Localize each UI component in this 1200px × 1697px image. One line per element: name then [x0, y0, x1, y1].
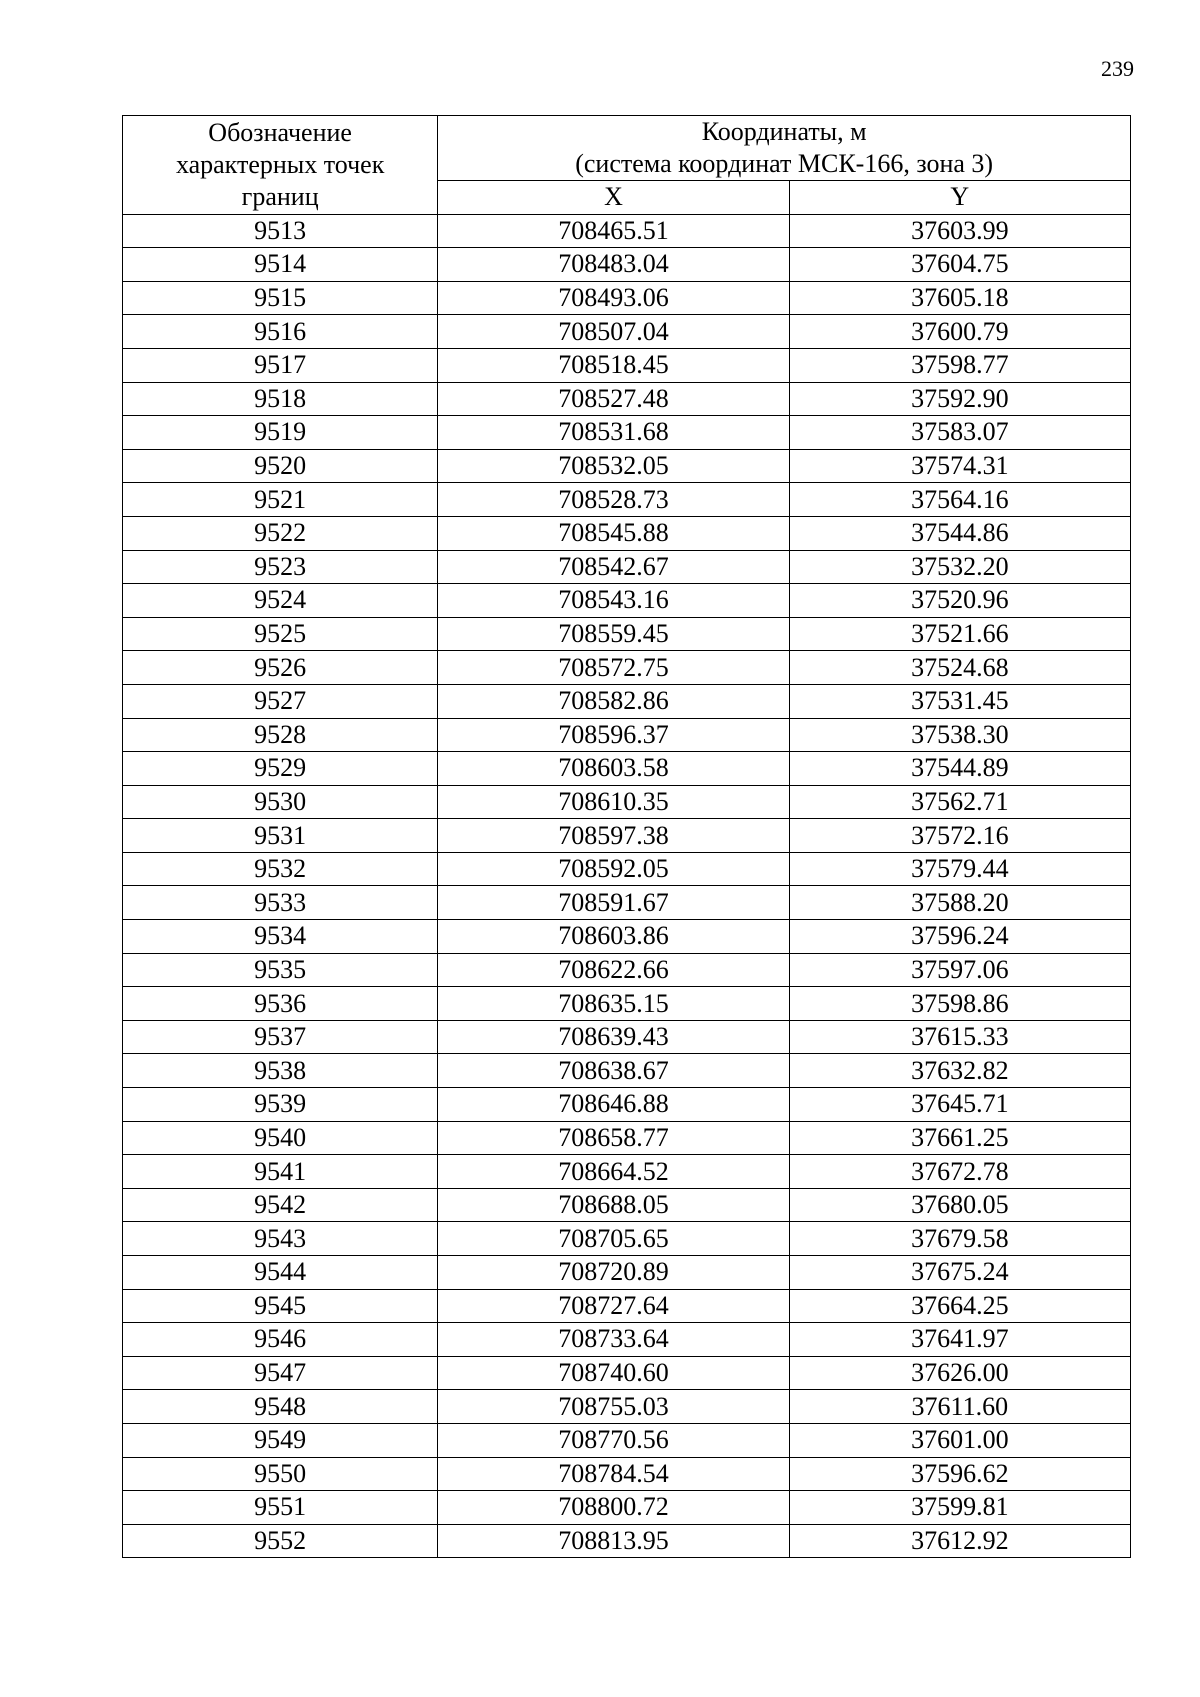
y-coordinate-cell: 37562.71	[789, 785, 1130, 819]
y-column-header: Y	[789, 181, 1130, 215]
point-cell: 9524	[123, 584, 438, 618]
y-coordinate-cell: 37604.75	[789, 248, 1130, 282]
table-row	[123, 953, 1131, 987]
point-cell: 9530	[123, 785, 438, 819]
x-coordinate-cell: 708596.37	[438, 718, 789, 752]
point-cell: 9541	[123, 1155, 438, 1189]
table-row	[123, 1155, 1131, 1189]
table-row	[123, 1491, 1131, 1525]
point-cell: 9540	[123, 1121, 438, 1155]
x-coordinate-cell: 708813.95	[438, 1524, 789, 1558]
point-cell: 9552	[123, 1524, 438, 1558]
y-coordinate-cell: 37520.96	[789, 584, 1130, 618]
y-coordinate-cell: 37588.20	[789, 886, 1130, 920]
point-cell: 9516	[123, 315, 438, 349]
table-row	[123, 617, 1131, 651]
y-coordinate-cell: 37645.71	[789, 1088, 1130, 1122]
point-cell: 9523	[123, 550, 438, 584]
y-coordinate-cell: 37680.05	[789, 1188, 1130, 1222]
table-row	[123, 1256, 1131, 1290]
table-row	[123, 382, 1131, 416]
table-row	[123, 348, 1131, 382]
point-cell: 9515	[123, 281, 438, 315]
table-row	[123, 516, 1131, 550]
table-row	[123, 1524, 1131, 1558]
table-row	[123, 1088, 1131, 1122]
y-coordinate-cell: 37661.25	[789, 1121, 1130, 1155]
x-coordinate-cell: 708800.72	[438, 1491, 789, 1525]
y-coordinate-cell: 37601.00	[789, 1423, 1130, 1457]
y-coordinate-cell: 37632.82	[789, 1054, 1130, 1088]
table-row	[123, 584, 1131, 618]
x-coordinate-cell: 708720.89	[438, 1256, 789, 1290]
x-coordinate-cell: 708603.86	[438, 920, 789, 954]
table-row	[123, 752, 1131, 786]
point-cell: 9521	[123, 483, 438, 517]
x-coordinate-cell: 708518.45	[438, 348, 789, 382]
coordinates-header-line2: (система координат МСК-166, зона 3)	[575, 149, 994, 178]
table-row	[123, 651, 1131, 685]
point-cell: 9527	[123, 684, 438, 718]
point-cell: 9532	[123, 852, 438, 886]
table-row	[123, 1323, 1131, 1357]
table-row	[123, 1457, 1131, 1491]
point-designation-header: Обозначение характерных точек границ	[123, 116, 438, 215]
y-coordinate-cell: 37572.16	[789, 819, 1130, 853]
x-coordinate-cell: 708582.86	[438, 684, 789, 718]
x-coordinate-cell: 708635.15	[438, 987, 789, 1021]
page-number: 239	[1101, 56, 1134, 81]
x-coordinate-cell: 708733.64	[438, 1323, 789, 1357]
x-coordinate-cell: 708639.43	[438, 1020, 789, 1054]
x-coordinate-cell: 708597.38	[438, 819, 789, 853]
point-cell: 9518	[123, 382, 438, 416]
table-row	[123, 1188, 1131, 1222]
x-coordinate-cell: 708610.35	[438, 785, 789, 819]
point-cell: 9550	[123, 1457, 438, 1491]
x-coordinate-cell: 708559.45	[438, 617, 789, 651]
table-row	[123, 550, 1131, 584]
y-coordinate-cell: 37532.20	[789, 550, 1130, 584]
y-coordinate-cell: 37664.25	[789, 1289, 1130, 1323]
table-row	[123, 1289, 1131, 1323]
y-coordinate-cell: 37672.78	[789, 1155, 1130, 1189]
point-cell: 9531	[123, 819, 438, 853]
point-cell: 9535	[123, 953, 438, 987]
x-coordinate-cell: 708507.04	[438, 315, 789, 349]
y-coordinate-cell: 37592.90	[789, 382, 1130, 416]
y-coordinate-cell: 37564.16	[789, 483, 1130, 517]
table-row	[123, 1390, 1131, 1424]
point-cell: 9525	[123, 617, 438, 651]
table-row	[123, 1222, 1131, 1256]
y-coordinate-cell: 37521.66	[789, 617, 1130, 651]
point-cell: 9522	[123, 516, 438, 550]
x-coordinate-cell: 708531.68	[438, 416, 789, 450]
y-coordinate-cell: 37611.60	[789, 1390, 1130, 1424]
x-coordinate-cell: 708592.05	[438, 852, 789, 886]
table-row	[123, 785, 1131, 819]
y-coordinate-cell: 37596.62	[789, 1457, 1130, 1491]
x-coordinate-cell: 708591.67	[438, 886, 789, 920]
table-row	[123, 718, 1131, 752]
y-coordinate-cell: 37583.07	[789, 416, 1130, 450]
y-coordinate-cell: 37599.81	[789, 1491, 1130, 1525]
y-coordinate-cell: 37544.86	[789, 516, 1130, 550]
y-coordinate-cell: 37603.99	[789, 214, 1130, 248]
table-row	[123, 1356, 1131, 1390]
point-cell: 9543	[123, 1222, 438, 1256]
x-coordinate-cell: 708465.51	[438, 214, 789, 248]
table-row	[123, 1423, 1131, 1457]
x-coordinate-cell: 708784.54	[438, 1457, 789, 1491]
y-coordinate-cell: 37641.97	[789, 1323, 1130, 1357]
x-coordinate-cell: 708572.75	[438, 651, 789, 685]
x-coordinate-cell: 708688.05	[438, 1188, 789, 1222]
table-row	[123, 416, 1131, 450]
y-coordinate-cell: 37574.31	[789, 449, 1130, 483]
table-row	[123, 1054, 1131, 1088]
x-coordinate-cell: 708740.60	[438, 1356, 789, 1390]
point-cell: 9534	[123, 920, 438, 954]
y-coordinate-cell: 37679.58	[789, 1222, 1130, 1256]
y-coordinate-cell: 37538.30	[789, 718, 1130, 752]
x-coordinate-cell: 708528.73	[438, 483, 789, 517]
y-coordinate-cell: 37544.89	[789, 752, 1130, 786]
point-cell: 9529	[123, 752, 438, 786]
point-cell: 9537	[123, 1020, 438, 1054]
x-coordinate-cell: 708603.58	[438, 752, 789, 786]
y-coordinate-cell: 37597.06	[789, 953, 1130, 987]
y-coordinate-cell: 37615.33	[789, 1020, 1130, 1054]
x-coordinate-cell: 708622.66	[438, 953, 789, 987]
x-coordinate-cell: 708483.04	[438, 248, 789, 282]
point-cell: 9513	[123, 214, 438, 248]
y-coordinate-cell: 37531.45	[789, 684, 1130, 718]
point-cell: 9526	[123, 651, 438, 685]
point-cell: 9520	[123, 449, 438, 483]
x-coordinate-cell: 708638.67	[438, 1054, 789, 1088]
coordinates-table	[122, 115, 1131, 1558]
point-cell: 9542	[123, 1188, 438, 1222]
x-coordinate-cell: 708770.56	[438, 1423, 789, 1457]
table-row	[123, 852, 1131, 886]
y-coordinate-cell: 37605.18	[789, 281, 1130, 315]
point-cell: 9551	[123, 1491, 438, 1525]
table-row	[123, 819, 1131, 853]
x-coordinate-cell: 708705.65	[438, 1222, 789, 1256]
point-cell: 9544	[123, 1256, 438, 1290]
x-coordinate-cell: 708532.05	[438, 449, 789, 483]
point-cell: 9548	[123, 1390, 438, 1424]
x-coordinate-cell: 708664.52	[438, 1155, 789, 1189]
x-coordinate-cell: 708646.88	[438, 1088, 789, 1122]
point-cell: 9546	[123, 1323, 438, 1357]
table-row	[123, 214, 1131, 248]
x-coordinate-cell: 708545.88	[438, 516, 789, 550]
table-row	[123, 886, 1131, 920]
y-coordinate-cell: 37598.77	[789, 348, 1130, 382]
table-row	[123, 1020, 1131, 1054]
y-coordinate-cell: 37596.24	[789, 920, 1130, 954]
x-coordinate-cell: 708543.16	[438, 584, 789, 618]
table-row	[123, 281, 1131, 315]
point-cell: 9519	[123, 416, 438, 450]
point-cell: 9547	[123, 1356, 438, 1390]
y-coordinate-cell: 37524.68	[789, 651, 1130, 685]
x-column-header: X	[438, 181, 789, 215]
x-coordinate-cell: 708755.03	[438, 1390, 789, 1424]
table-row	[123, 920, 1131, 954]
x-coordinate-cell: 708542.67	[438, 550, 789, 584]
coordinates-header-line1: Координаты, м	[701, 117, 867, 146]
point-cell: 9536	[123, 987, 438, 1021]
y-coordinate-cell: 37612.92	[789, 1524, 1130, 1558]
table-row	[123, 987, 1131, 1021]
table-row	[123, 684, 1131, 718]
y-coordinate-cell: 37579.44	[789, 852, 1130, 886]
table-header	[123, 116, 1131, 215]
x-coordinate-cell: 708727.64	[438, 1289, 789, 1323]
point-cell: 9539	[123, 1088, 438, 1122]
table-row	[123, 483, 1131, 517]
point-cell: 9545	[123, 1289, 438, 1323]
x-coordinate-cell: 708527.48	[438, 382, 789, 416]
point-cell: 9549	[123, 1423, 438, 1457]
point-cell: 9528	[123, 718, 438, 752]
point-cell: 9538	[123, 1054, 438, 1088]
table-row	[123, 449, 1131, 483]
point-cell: 9514	[123, 248, 438, 282]
point-cell: 9517	[123, 348, 438, 382]
table-body	[123, 214, 1131, 1558]
y-coordinate-cell: 37600.79	[789, 315, 1130, 349]
table-row	[123, 1121, 1131, 1155]
y-coordinate-cell: 37675.24	[789, 1256, 1130, 1290]
x-coordinate-cell: 708658.77	[438, 1121, 789, 1155]
point-cell: 9533	[123, 886, 438, 920]
x-coordinate-cell: 708493.06	[438, 281, 789, 315]
y-coordinate-cell: 37626.00	[789, 1356, 1130, 1390]
y-coordinate-cell: 37598.86	[789, 987, 1130, 1021]
table-row	[123, 315, 1131, 349]
table-row	[123, 248, 1131, 282]
coordinates-header	[438, 116, 1131, 181]
